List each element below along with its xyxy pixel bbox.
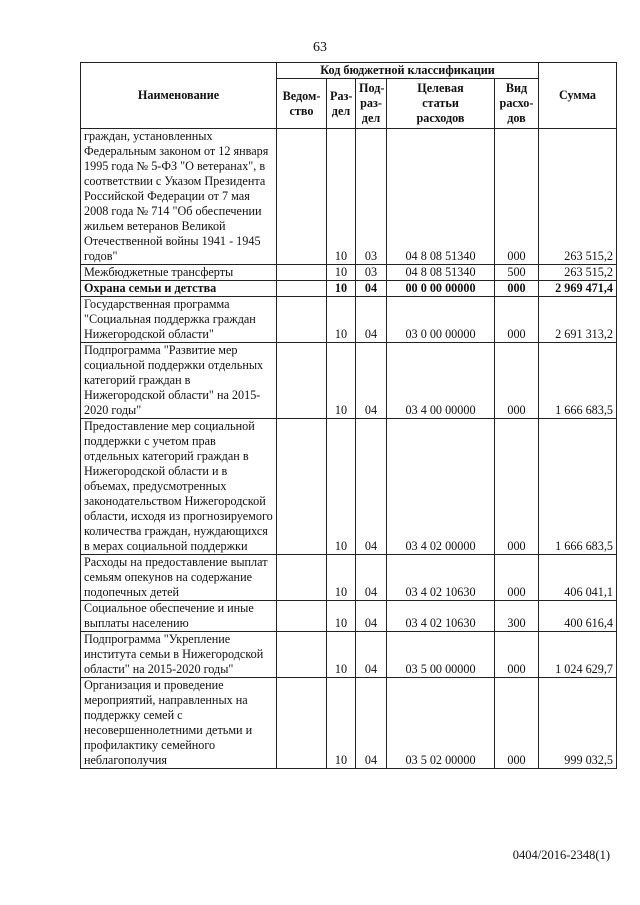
row-celevaya: 03 5 02 00000 — [387, 678, 495, 769]
row-razdel: 10 — [327, 297, 356, 343]
header-vedomstvo: Ведом- ство — [277, 79, 327, 129]
row-podrazdel: 04 — [356, 281, 387, 297]
row-celevaya: 00 0 00 00000 — [387, 281, 495, 297]
row-vid: 000 — [495, 343, 539, 419]
row-name: Предоставление мер социальной поддержки с учетом прав отдельных категорий граждан в Нижегородской области и в объемах, предусмотренных законодательством Нижегородской области, исходя из прогнозируемого количества граждан, нуждающихся в мерах социальной поддержки — [81, 419, 277, 555]
row-sum: 999 032,5 — [539, 678, 617, 769]
row-podrazdel: 04 — [356, 419, 387, 555]
table-row — [81, 343, 617, 419]
row-vedomstvo — [277, 129, 327, 265]
row-razdel: 10 — [327, 601, 356, 632]
row-celevaya: 04 8 08 51340 — [387, 129, 495, 265]
row-podrazdel: 04 — [356, 601, 387, 632]
row-vid: 000 — [495, 419, 539, 555]
table-row — [81, 129, 617, 265]
row-sum: 2 691 313,2 — [539, 297, 617, 343]
page-number: 63 — [313, 40, 327, 55]
row-vid: 300 — [495, 601, 539, 632]
row-podrazdel: 04 — [356, 555, 387, 601]
row-vedomstvo — [277, 281, 327, 297]
row-razdel: 10 — [327, 343, 356, 419]
row-celevaya: 04 8 08 51340 — [387, 265, 495, 281]
table-row — [81, 297, 617, 343]
row-podrazdel: 03 — [356, 129, 387, 265]
table-row — [81, 632, 617, 678]
row-name: Государственная программа "Социальная поддержка граждан Нижегородской области" — [81, 297, 277, 343]
document-code: 0404/2016-2348(1) — [512, 848, 610, 862]
row-name: Социальное обеспечение и иные выплаты населению — [81, 601, 277, 632]
table-row — [81, 601, 617, 632]
row-name: Организация и проведение мероприятий, направленных на поддержку семей с несовершеннолетними детьми и профилактику семейного неблагополучия — [81, 678, 277, 769]
header-celevaya: Целевая статьи расходов — [387, 79, 495, 129]
header-podrazdel: Под- раз- дел — [356, 79, 387, 129]
row-vid: 000 — [495, 632, 539, 678]
row-podrazdel: 04 — [356, 297, 387, 343]
table-row — [81, 555, 617, 601]
row-razdel: 10 — [327, 555, 356, 601]
row-sum: 1 666 683,5 — [539, 419, 617, 555]
table-row — [81, 678, 617, 769]
row-vedomstvo — [277, 419, 327, 555]
row-razdel: 10 — [327, 678, 356, 769]
row-name: Охрана семьи и детства — [81, 281, 277, 297]
row-sum: 406 041,1 — [539, 555, 617, 601]
row-podrazdel: 03 — [356, 265, 387, 281]
row-razdel: 10 — [327, 419, 356, 555]
row-razdel: 10 — [327, 281, 356, 297]
table-row — [81, 281, 617, 297]
table-body — [81, 129, 617, 769]
row-sum: 263 515,2 — [539, 129, 617, 265]
header-name: Наименование — [81, 63, 277, 129]
row-razdel: 10 — [327, 632, 356, 678]
row-vedomstvo — [277, 265, 327, 281]
row-celevaya: 03 5 00 00000 — [387, 632, 495, 678]
row-vedomstvo — [277, 678, 327, 769]
row-vid: 000 — [495, 129, 539, 265]
row-celevaya: 03 4 02 10630 — [387, 601, 495, 632]
row-sum: 1 024 629,7 — [539, 632, 617, 678]
row-podrazdel: 04 — [356, 678, 387, 769]
row-sum: 400 616,4 — [539, 601, 617, 632]
row-celevaya: 03 4 02 00000 — [387, 419, 495, 555]
row-vid: 000 — [495, 555, 539, 601]
row-vid: 000 — [495, 678, 539, 769]
row-vedomstvo — [277, 555, 327, 601]
row-celevaya: 03 4 00 00000 — [387, 343, 495, 419]
budget-table — [80, 62, 617, 769]
row-vid: 000 — [495, 281, 539, 297]
row-vid: 000 — [495, 297, 539, 343]
row-sum: 263 515,2 — [539, 265, 617, 281]
row-vid: 500 — [495, 265, 539, 281]
header-razdel: Раз- дел — [327, 79, 356, 129]
header-sum: Сумма — [539, 63, 617, 129]
row-podrazdel: 04 — [356, 343, 387, 419]
row-celevaya: 03 0 00 00000 — [387, 297, 495, 343]
table-row — [81, 419, 617, 555]
row-vedomstvo — [277, 343, 327, 419]
row-name: граждан, установленных Федеральным законом от 12 января 1995 года № 5-ФЗ "О ветеранах", в соответствии с Указом Президента Российской Федерации от 7 мая 2008 года № 714 "Об обеспечении жильем ветеранов Великой Отечественной войны 1941 - 1945 годов" — [81, 129, 277, 265]
row-celevaya: 03 4 02 10630 — [387, 555, 495, 601]
header-code-group: Код бюджетной классификации — [277, 63, 539, 79]
table-row — [81, 265, 617, 281]
row-name: Подпрограмма "Развитие мер социальной поддержки отдельных категорий граждан в Нижегородской области" на 2015-2020 годы" — [81, 343, 277, 419]
row-vedomstvo — [277, 632, 327, 678]
row-name: Расходы на предоставление выплат семьям опекунов на содержание подопечных детей — [81, 555, 277, 601]
row-razdel: 10 — [327, 265, 356, 281]
row-name: Подпрограмма "Укрепление института семьи в Нижегородской области" на 2015-2020 годы" — [81, 632, 277, 678]
row-vedomstvo — [277, 601, 327, 632]
row-razdel: 10 — [327, 129, 356, 265]
row-name: Межбюджетные трансферты — [81, 265, 277, 281]
row-sum: 2 969 471,4 — [539, 281, 617, 297]
row-vedomstvo — [277, 297, 327, 343]
header-vid: Вид расхо- дов — [495, 79, 539, 129]
row-podrazdel: 04 — [356, 632, 387, 678]
row-sum: 1 666 683,5 — [539, 343, 617, 419]
